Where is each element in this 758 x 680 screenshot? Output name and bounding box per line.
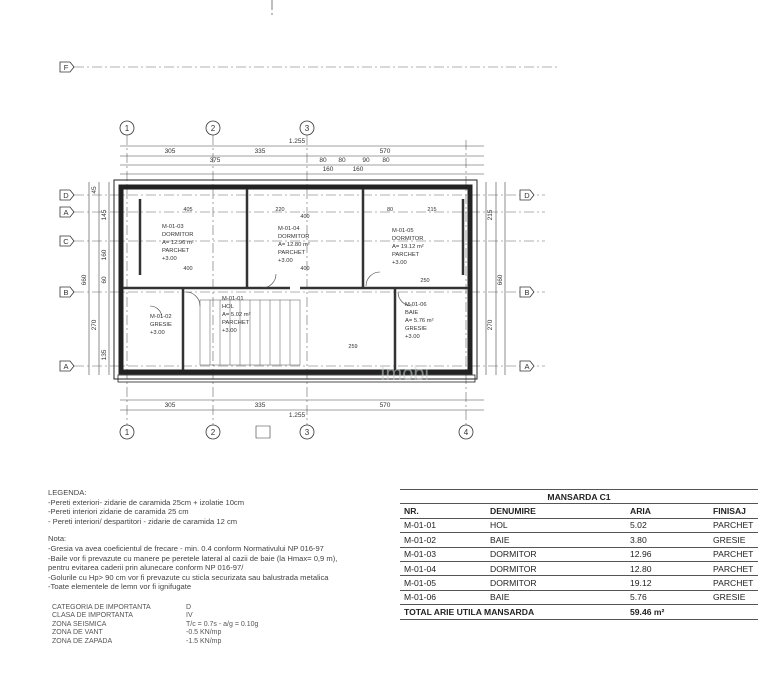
property-row bbox=[52, 629, 346, 637]
room-name: DORMITOR bbox=[278, 234, 310, 240]
room-finish: PARCHET bbox=[392, 252, 420, 258]
axis-label: A bbox=[524, 362, 530, 371]
cell-nr: M-01-02 bbox=[400, 533, 486, 547]
cell-aria: 19.12 bbox=[626, 576, 709, 590]
axis-label: B bbox=[63, 288, 69, 297]
cell-aria: 12.96 bbox=[626, 547, 709, 561]
room-m-01-05 bbox=[392, 228, 424, 266]
axis-label: 3 bbox=[304, 428, 310, 437]
column-header: ARIA bbox=[626, 504, 709, 518]
axis-label: 1 bbox=[124, 428, 130, 437]
property-row bbox=[52, 621, 346, 629]
cell-finisaj: GRESIE bbox=[709, 590, 758, 604]
room-level: +3.00 bbox=[405, 334, 420, 340]
table-caption: MANSARDA C1 bbox=[400, 490, 758, 504]
rooms-table bbox=[400, 489, 758, 620]
total-row bbox=[400, 605, 758, 619]
table-row bbox=[400, 533, 758, 547]
cell-finisaj: PARCHET bbox=[709, 561, 758, 575]
property-key: ZONA DE ZAPADA bbox=[52, 637, 113, 645]
room-code: M-01-01 bbox=[222, 296, 244, 302]
axis-label: B bbox=[524, 288, 530, 297]
cell-nr: M-01-06 bbox=[400, 590, 486, 604]
door-swings bbox=[150, 272, 412, 318]
watermark: Imobi bbox=[380, 363, 429, 385]
axis-label: 4 bbox=[463, 428, 469, 437]
property-key: CATEGORIA DE IMPORTANTA bbox=[52, 604, 151, 611]
staircase bbox=[200, 300, 300, 365]
cell-nr: M-01-03 bbox=[400, 547, 486, 561]
room-area: A= 5.02 m² bbox=[222, 312, 251, 318]
cell-denumire: HOL bbox=[486, 518, 626, 532]
dim-value: 270 bbox=[91, 319, 98, 331]
cell-finisaj: PARCHET bbox=[709, 518, 758, 532]
property-row bbox=[52, 612, 346, 620]
column-header: DENUMIRE bbox=[486, 504, 626, 518]
axis-label: F bbox=[63, 63, 69, 72]
cell-nr: M-01-04 bbox=[400, 561, 486, 575]
room-finish: GRESIE bbox=[150, 322, 172, 328]
note-line: -Golurile cu Hp> 90 cm vor fi prevazute cu sticla securizata sau balustrada metalica bbox=[48, 572, 329, 582]
dim-value: 405 bbox=[183, 207, 193, 213]
axis-label: A bbox=[63, 362, 69, 371]
dim-total: 1.255 bbox=[288, 138, 306, 145]
property-row bbox=[52, 638, 346, 646]
dim-value: 80 bbox=[319, 157, 327, 164]
room-finish: PARCHET bbox=[278, 250, 306, 256]
room-level: +3.00 bbox=[392, 260, 407, 266]
dim-value: 400 bbox=[300, 266, 310, 272]
room-level: +3.00 bbox=[278, 258, 293, 264]
dim-value: 80 bbox=[382, 157, 390, 164]
room-m-01-01 bbox=[222, 296, 251, 334]
cell-denumire: DORMITOR bbox=[486, 547, 626, 561]
room-area: A= 5.76 m² bbox=[405, 318, 434, 324]
dim-value: 220 bbox=[275, 207, 285, 213]
axis-markers-top bbox=[120, 121, 314, 135]
note-title: Nota: bbox=[48, 534, 67, 544]
room-code: M-01-03 bbox=[162, 224, 184, 230]
axis-label: A bbox=[63, 208, 69, 217]
legend-line: -Pereti interiori zidarie de caramida 25 cm bbox=[48, 507, 189, 517]
dim-value: 375 bbox=[209, 157, 221, 164]
room-m-01-02 bbox=[150, 314, 172, 336]
cell-denumire: DORMITOR bbox=[486, 576, 626, 590]
legend-line: - Pereti interiori/ despartitori - zidarie de caramida 12 cm bbox=[48, 516, 238, 526]
total-label: TOTAL ARIE UTILA MANSARDA bbox=[400, 605, 626, 619]
room-finish: PARCHET bbox=[162, 248, 190, 254]
building-properties bbox=[52, 604, 346, 646]
dim-value: 90 bbox=[362, 157, 370, 164]
room-code: M-01-02 bbox=[150, 314, 172, 320]
table-row bbox=[400, 518, 758, 532]
dim-value: 60 bbox=[101, 276, 108, 284]
cell-finisaj: GRESIE bbox=[709, 533, 758, 547]
note-line: -Toate elementele de lemn vor fi ignifugate bbox=[48, 582, 192, 592]
dim-value: 660 bbox=[81, 274, 88, 286]
dim-value: 160 bbox=[101, 249, 108, 261]
property-value: T/c = 0.7s - a/g = 0.10g bbox=[186, 620, 259, 628]
cell-denumire: BAIE bbox=[486, 590, 626, 604]
axis-label: 2 bbox=[210, 428, 216, 437]
cell-denumire: BAIE bbox=[486, 533, 626, 547]
dim-value: 570 bbox=[379, 148, 391, 155]
table-row bbox=[400, 590, 758, 604]
cell-aria: 5.02 bbox=[626, 518, 709, 532]
room-finish: PARCHET bbox=[222, 320, 250, 326]
axis-label: 1 bbox=[124, 124, 130, 133]
axis-label: C bbox=[63, 237, 69, 246]
dim-value: 160 bbox=[322, 166, 334, 173]
room-area: A= 19.12 m² bbox=[392, 244, 424, 250]
dim-value: 135 bbox=[101, 349, 108, 361]
side-dimensions bbox=[89, 182, 505, 375]
room-finish: GRESIE bbox=[405, 326, 427, 332]
note-line: pentru evitarea caderii prin alunecare conform NP 016-97/ bbox=[48, 563, 244, 573]
dim-value: 660 bbox=[497, 274, 504, 286]
dim-value: 250 bbox=[420, 278, 430, 284]
property-value: IV bbox=[186, 612, 193, 620]
property-key: CLASA DE IMPORTANTA bbox=[52, 612, 133, 620]
note-line: -Baile vor fi prevazute cu manere pe peretele lateral al cazii de baie (la Hmax= 0,9 m), bbox=[48, 553, 338, 563]
axis-label: 2 bbox=[210, 124, 216, 133]
room-labels bbox=[150, 224, 434, 340]
room-code: M-01-05 bbox=[392, 228, 414, 234]
dim-value: 305 bbox=[164, 402, 176, 409]
property-row bbox=[52, 604, 346, 612]
cell-aria: 5.76 bbox=[626, 590, 709, 604]
axis-label: D bbox=[63, 191, 69, 200]
dim-value: 570 bbox=[379, 402, 391, 409]
room-code: M-01-06 bbox=[405, 302, 427, 308]
column-header: NR. bbox=[400, 504, 486, 518]
table-row bbox=[400, 547, 758, 561]
room-m-01-06 bbox=[405, 302, 434, 340]
dim-value: 145 bbox=[101, 209, 108, 221]
room-code: M-01-04 bbox=[278, 226, 300, 232]
room-name: DORMITOR bbox=[162, 232, 194, 238]
property-value: -1.5 KN/mp bbox=[186, 637, 222, 645]
property-value: D bbox=[186, 604, 192, 611]
room-level: +3.00 bbox=[150, 330, 165, 336]
note-line: -Gresia va avea coeficientul de frecare - min. 0.4 conform Normativului NP 016-97 bbox=[48, 543, 324, 553]
room-name: BAIE bbox=[405, 310, 419, 316]
cell-aria: 12.80 bbox=[626, 561, 709, 575]
property-key: ZONA SEISMICA bbox=[52, 620, 107, 628]
cell-finisaj: PARCHET bbox=[709, 576, 758, 590]
cell-nr: M-01-05 bbox=[400, 576, 486, 590]
room-m-01-04 bbox=[278, 226, 310, 264]
interior-walls bbox=[123, 189, 468, 370]
north-arrow-icon bbox=[256, 426, 270, 438]
room-name: DORMITOR bbox=[392, 236, 424, 242]
dim-value: 259 bbox=[348, 344, 358, 350]
room-area: A= 12.96 m² bbox=[162, 240, 194, 246]
dim-value: 215 bbox=[427, 207, 437, 213]
axis-label: D bbox=[524, 191, 530, 200]
column-header: FINISAJ bbox=[709, 504, 758, 518]
bottom-dimension-labels bbox=[165, 402, 391, 419]
property-key: ZONA DE VANT bbox=[52, 629, 103, 637]
dim-value: 305 bbox=[164, 148, 176, 155]
legend-line: -Pereti exteriori- zidarie de caramida 25cm + izolatie 10cm bbox=[48, 497, 245, 507]
axis-markers-right bbox=[520, 190, 534, 371]
dim-value: 80 bbox=[386, 207, 394, 213]
dim-value: 80 bbox=[338, 157, 346, 164]
dim-value: 400 bbox=[183, 266, 193, 272]
total-value: 59.46 m² bbox=[626, 605, 758, 619]
room-level: +3.00 bbox=[222, 328, 237, 334]
table-row bbox=[400, 561, 758, 575]
room-m-01-03 bbox=[162, 224, 194, 262]
dim-value: 400 bbox=[300, 214, 310, 220]
cell-nr: M-01-01 bbox=[400, 518, 486, 532]
room-area: A= 12.80 m² bbox=[278, 242, 310, 248]
room-name: HOL bbox=[222, 304, 234, 310]
table-row bbox=[400, 576, 758, 590]
dim-value: 45 bbox=[91, 186, 98, 194]
legend bbox=[48, 488, 388, 592]
cell-aria: 3.80 bbox=[626, 533, 709, 547]
top-dimension-labels bbox=[165, 138, 391, 173]
axis-label: 3 bbox=[304, 124, 310, 133]
legend-title: LEGENDA: bbox=[48, 488, 87, 497]
cell-denumire: DORMITOR bbox=[486, 561, 626, 575]
room-level: +3.00 bbox=[162, 256, 177, 262]
cell-finisaj: PARCHET bbox=[709, 547, 758, 561]
property-value: -0.5 KN/mp bbox=[186, 629, 222, 637]
dim-total: 1.255 bbox=[288, 412, 306, 419]
dim-value: 335 bbox=[254, 402, 266, 409]
dim-value: 270 bbox=[487, 319, 494, 331]
dim-value: 160 bbox=[352, 166, 364, 173]
dim-value: 215 bbox=[487, 209, 494, 221]
axis-markers-bottom bbox=[120, 425, 473, 439]
dim-value: 335 bbox=[254, 148, 266, 155]
